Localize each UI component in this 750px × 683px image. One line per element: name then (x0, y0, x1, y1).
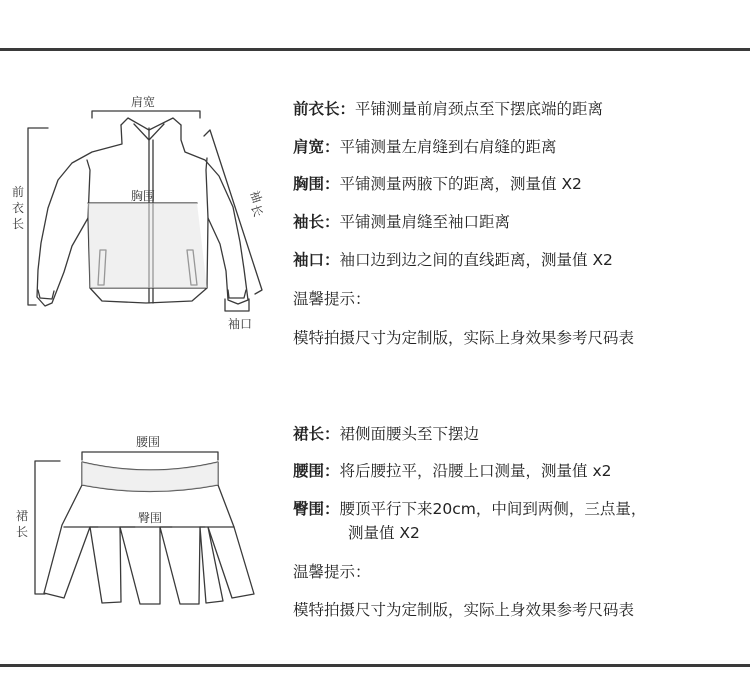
jacket-collar (121, 118, 181, 140)
waist-label: 腰围 (135, 435, 161, 449)
spec-term: 胸围： (293, 175, 340, 193)
hip-label: 臀围 (137, 511, 163, 525)
jacket-spec-length (293, 99, 603, 119)
skirt-spec-length (293, 424, 479, 444)
skirt-tip-title: 温馨提示： (293, 563, 371, 581)
bottom-divider (0, 664, 750, 667)
length-label-2: 衣 (11, 201, 25, 215)
jacket-spec-sleeve (293, 212, 510, 232)
length-label-1: 前 (11, 185, 25, 199)
shoulder-label: 肩宽 (130, 95, 156, 109)
waist-measure-line (82, 452, 218, 460)
spec-desc: 腰顶平行下来20cm，中间到两侧，三点量， (339, 500, 647, 518)
jacket-cuff-right (228, 290, 246, 298)
spec-term: 袖长： (293, 213, 340, 231)
sleeve-label-1: 袖 (247, 188, 265, 205)
skirt-spec-hip (293, 499, 646, 543)
spec-desc: 平铺测量前肩颈点至下摆底端的距离 (355, 100, 604, 118)
spec-term: 袖口： (293, 251, 340, 269)
spec-desc: 将后腰拉平，沿腰上口测量，测量值 x2 (339, 462, 612, 480)
chest-label: 胸围 (130, 189, 156, 203)
skirt-length-measure-line (35, 461, 60, 594)
shoulder-measure-line (92, 111, 200, 118)
spec-desc: 袖口边到边之间的直线距离，测量值 X2 (339, 251, 613, 269)
jacket-cuff-left (38, 290, 54, 299)
jacket-spec-shoulder (293, 137, 557, 157)
skirt-diagram (0, 430, 290, 605)
skirt-tip-text: 模特拍摄尺寸为定制版，实际上身效果参考尺码表 (293, 601, 635, 619)
skirt-length-label-2: 长 (15, 525, 29, 539)
top-divider (0, 48, 750, 51)
sleeve-label-2: 长 (248, 202, 266, 219)
length-label-3: 长 (11, 217, 25, 231)
jacket-diagram (0, 95, 290, 340)
skirt-length-label-1: 裙 (15, 509, 29, 523)
cuff-label: 袖口 (227, 317, 253, 331)
spec-term: 腰围： (293, 462, 340, 480)
skirt-outline (44, 485, 254, 604)
jacket-tip-text: 模特拍摄尺寸为定制版，实际上身效果参考尺码表 (293, 329, 635, 347)
skirt-spec-waist (293, 461, 611, 481)
jacket-tip-title: 温馨提示： (293, 290, 371, 308)
spec-term: 臀围： (293, 500, 340, 518)
spec-desc: 裙侧面腰头至下摆边 (339, 425, 480, 443)
spec-term: 肩宽： (293, 138, 340, 156)
spec-desc: 平铺测量肩缝至袖口距离 (339, 213, 511, 231)
spec-term: 前衣长： (293, 100, 356, 118)
spec-desc: 平铺测量左肩缝到右肩缝的距离 (339, 138, 557, 156)
jacket-spec-chest (293, 174, 582, 194)
spec-term: 裙长： (293, 425, 340, 443)
spec-desc: 平铺测量两腋下的距离，测量值 X2 (339, 175, 582, 193)
jacket-spec-cuff (293, 250, 613, 270)
spec-desc-continued: 测量值 X2 (348, 524, 420, 542)
